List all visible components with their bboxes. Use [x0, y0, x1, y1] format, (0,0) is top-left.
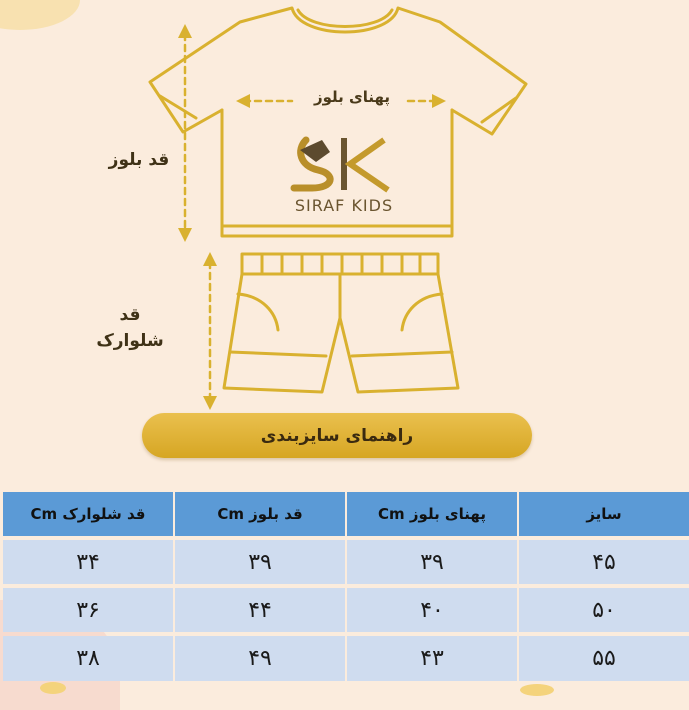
arrow-head-up-icon [178, 24, 192, 38]
table-cell: ۴۵ [519, 540, 689, 584]
shorts-length-label-line2: شلوارک [96, 331, 164, 351]
table-cell: ۵۰ [519, 588, 689, 632]
table-cell: ۳۹ [347, 540, 517, 584]
logo-wordmark: SIRAF KIDS [294, 196, 394, 215]
size-guide-title: راهنمای سایزبندی [260, 425, 414, 446]
shorts-length-label-line1: قد [119, 305, 141, 325]
table-cell: ۳۴ [3, 540, 173, 584]
table-cell: ۳۹ [175, 540, 345, 584]
decor-dot-bottom-right [520, 684, 554, 696]
table-cell: ۳۸ [3, 636, 173, 681]
table-cell: ۳۶ [3, 588, 173, 632]
table-cell: ۴۹ [175, 636, 345, 681]
arrow-head-right-icon [432, 94, 446, 108]
decor-dot-bottom-left [40, 682, 66, 694]
size-guide-banner [142, 413, 532, 458]
shirt-length-label: قد بلوز [108, 150, 170, 170]
siraf-kids-logo-mark [294, 138, 388, 190]
arrow-head-down-icon [178, 228, 192, 242]
header-size: سایز [519, 492, 689, 536]
arrow-head-down-icon [203, 396, 217, 410]
shorts-length-label [78, 302, 182, 354]
size-table [3, 492, 685, 673]
shorts-outline [224, 254, 458, 392]
header-shirt-width: پهنای بلوز Cm [347, 492, 517, 536]
shirt-width-label: پهنای بلوز [298, 88, 406, 106]
table-cell: ۵۵ [519, 636, 689, 681]
arrow-head-left-icon [236, 94, 250, 108]
table-cell: ۴۴ [175, 588, 345, 632]
header-shorts-length: قد شلوارک Cm [3, 492, 173, 536]
table-cell: ۴۳ [347, 636, 517, 681]
header-shirt-length: قد بلوز Cm [175, 492, 345, 536]
arrow-head-up-icon [203, 252, 217, 266]
table-cell: ۴۰ [347, 588, 517, 632]
